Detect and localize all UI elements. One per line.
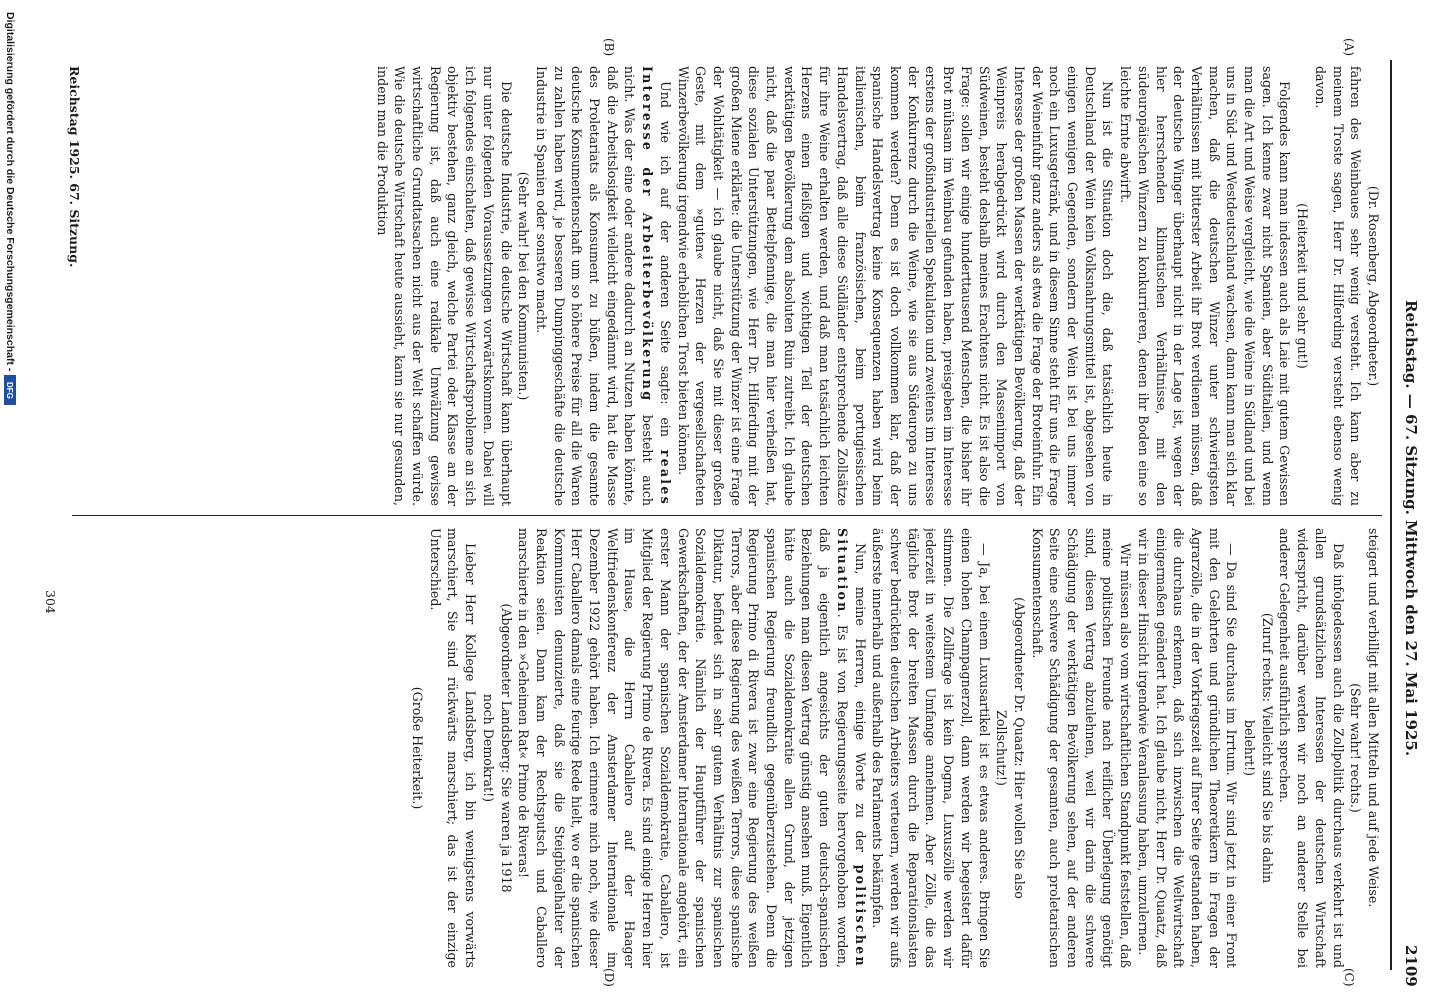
text-run: besteht auch nicht. Was der eine oder andere dadurch an Nutzen haben könnte, daß die Arbeitslosigkeit vielleicht eingedämmt wird, hat die Masse des Proletariats als Konsument zu büßen, indem die gesamte deutsche Konsumentenschaft um so höhere Preise für all die Waren zu zahlen haben wird, je besseren Dumpinggeschäfte die deutsche Industrie in Spanien oder sonstwo macht. <box>533 66 656 506</box>
header-rule <box>1390 60 1392 970</box>
right-column <box>82 528 1382 968</box>
text-run: . Es ist von Regierungsseite hervorgehoben worden, daß ja eigentlich angesichts der guten deutsch-spanischen Beziehungen man diesen Vertrag günstig ansehen muß. Eigentlich hätte auch die Sozialdemokratie allen Grund, der jetzigen spanischen Regierung freundlich gegenüberzustehen. Denn die Regierung Primo di Rivera ist zwar eine Regierung des weißen Terrors, aber diese Regierung des weißen Terrors, diese spanische Diktatur, befindet sich in sehr gutem Verhältnis zur spanischen Sozialdemokratie. Nämlich der Hauptführer der spanischen Gewerkschaften, der der Amsterdamer Internationale angehört, ein erster Mann der spanischen Sozialdemokratie, Caballero, ist Mitglied der Regierung Primo de Rivera. Es sind einige Herren hier im Hause, die Herrn Caballero auf der Haager Weltfriedenskonferenz der Amsterdamer Internationale im Dezember 1922 gehört haben. Ich erinnere mich noch, wie dieser Herr Caballero damals eine feurige Rede hielt, wo er die spanischen Kommunisten denunzierte, daß sie die Steigbügelhalter der Reaktion seien. Dann kam der Rechtsputsch und Caballero marschierte in den »Geheimen Rat« Primo de Riveras! <box>516 528 850 968</box>
interjection: Zollschutz!) <box>994 710 1010 786</box>
paragraph: Lieber Herr Kollege Landsberg, ich bin wenigstens vorwärts marschiert, Sie sind rückwärts marschiert; das ist der einzige Unterschied. <box>427 528 479 968</box>
credit-text: Digitalisierung gefördert durch die Deutsche Forschungsgemeinschaft - <box>4 12 16 372</box>
text-run: Und wie ich auf der anderen Seite sagte: ein <box>657 81 673 450</box>
paragraph: — Ja, bei einem Luxusartikel ist es etwas anderes. Bringen Sie einen hohen Champagnerzoll, dann werden wir begeistert dafür stimmen. Die Zollfrage ist kein Dogma, Luxuszölle werden wir jederzeit in weitestem Umfange annehmen. Aber Zölle, die das tägliche Brot der breiten Massen durch die Reparationslasten schwer bedrückten deutschen Arbeiters verteuern, werden wir aufs äußerste innerhalb und außerhalb des Parlaments bekämpfen. <box>870 528 992 968</box>
paragraph: Daß infolgedessen auch die Zollpolitik durchaus verkehrt ist und allen grundsätzlichen Interessen der deutschen Wirtschaft widerspricht, darüber werden wir noch an anderer Stelle bei anderer Gelegenheit ausführlich sprechen. <box>1277 528 1346 968</box>
paragraph: fahren des Weinbaues sehr wenig versteht. Ich kann aber zu meinem Troste sagen, Herr Dr. Hilferding versteht ebenso wenig davon. <box>1312 66 1364 506</box>
interjection: (Abgeordneter Landsberg: Sie waren ja 1918 <box>498 603 514 893</box>
page-number: 2109 <box>1402 945 1420 987</box>
interjection: (Abgeordneter Dr. Quaatz: Hier wollen Sie also <box>1011 597 1027 899</box>
margin-marker-b: (B) <box>602 38 616 57</box>
left-column <box>82 66 1382 506</box>
margin-marker-a: (A) <box>1342 38 1356 57</box>
speaker-line: (Dr. Rosenberg, Abgeordneter.) <box>1366 185 1381 387</box>
margin-marker-c: (C) <box>1342 968 1356 987</box>
interjection: (Sehr wahr! bei den Kommunisten.) <box>516 171 532 401</box>
sheet-number: 304 <box>43 590 58 614</box>
interjection: (Große Heiterkeit.) <box>410 686 426 810</box>
running-header: Reichstag. — 67. Sitzung. Mittwoch den 27. Mai 1925. <box>1402 300 1420 757</box>
interjection: (Heiterkeit und sehr gut!) <box>1295 203 1311 369</box>
paragraph: Nun ist die Situation doch die, daß tatsächlich heute in Deutschland der Wein kein Volksnahrungsmittel ist, abgesehen von einigen wenigen Gegenden, sondern der Wein ist bei uns immer noch ein Luxusgetränk, und in diesem Sinne steht für uns die Frage der Weineinfuhr ganz anders als etwa die Frage der Broteinfuhr. Ein Interesse der großen Massen der werktätigen Bevölkerung, daß der Weinpreis herabgedrückt wird durch den Massenimport von Südweinen, besteht deshalb meines Erachtens nicht. Es ist also die Frage: sollen wir einige hunderttausend Menschen, die bisher ihr Brot mühsam im Weinbau gefunden haben, preisgeben im Interesse erstens der großindustriellen Spekulation und zweitens im Interesse der Konkurrenz durch die Weine, wie sie aus Südeuropa zu uns kommen werden? Denn es ist doch vollkommen klar, daß der spanische Handelsvertrag keine Konsequenzen haben wird beim italienischen, beim französischen, beim portugiesischen Handelsvertrag, daß alle diese Südländer entsprechende Zollsätze für ihre Weine erhalten werden, und daß man tatsächlich leichten Herzens einen fleißigen und wichtigen Teil der deutschen werktätigen Bevölkerung dem absoluten Ruin zutreibt. Ich glaube nicht, daß die paar Bettelpfennige, die man hier verheißen hat, diese sozialen Unterstützungen, wie Herr Dr. Hilferding mit der großen Miene erklärte: die Unterstützung der Winzer ist eine Frage der Wohltätigkeit — ich glaube nicht, daß Sie mit dieser großen Geste, mit dem »guten« Herzen der vergesellschafteten Winzerbevölkerung irgendwie erheblichen Trost bieten können. <box>675 66 1116 506</box>
column-divider <box>72 515 1382 516</box>
emphasis: politischen Situation <box>834 528 868 968</box>
margin-marker-d: (D) <box>602 968 616 987</box>
emphasis: reales Interesse der Arbeiterbevölkerung <box>640 66 673 506</box>
dfg-logo-icon: DFG <box>4 375 16 405</box>
paragraph: Wir müssen also vom wirtschaftlichen Standpunkt feststellen, daß meine politischen Freunde nach reiflicher Überlegung genötigt sind, diesen Vertrag abzulehnen, weil wir darin die schwere Schädigung der werktätigen Bevölkerung sehen, auf der anderen Seite eine schwere Schädigung der gesamten, auch proletarischen Konsumentenschaft. <box>1029 528 1134 968</box>
digitization-credit <box>4 12 16 405</box>
paragraph: steigert und verbilligt mit allen Mitteln und auf jede Weise. <box>1366 528 1381 908</box>
paragraph <box>515 528 869 968</box>
paragraph: Die deutsche Industrie, die deutsche Wirtschaft kann überhaupt nur unter folgenden Voraussetzungen vorwärtskommen. Dabei will ich folgendes einschalten, daß gewisse Wirtschaftsprobleme an sich objektiv bestehen, ganz gleich, welche Partei oder Klasse an der Regierung ist, daß auch eine radikale Umwälzung gewisse wirtschaftliche Grundtatsachen nicht aus der Welt schaffen würde. Wie die deutsche Wirtschaft heute aussieht, kann sie nur gesunden, indem man die Produktion <box>374 66 514 506</box>
text-run: Nun, meine Herren, einige Worte zu der <box>852 543 868 865</box>
interjection: (Zuruf rechts: Vielleicht sind Sie bis dahin <box>1259 612 1275 884</box>
paragraph <box>532 66 674 506</box>
paragraph: Folgendes kann man indessen auch als Laie mit gutem Gewissen sagen. Ich kenne zwar nicht Spanien, aber Süditalien, und wenn man die Art und Weise vergleicht, wie die Weine in Südland und bei uns in Süd- und Westdeutschland wachsen, dann kann man sich klar machen, daß die deutschen Winzer unter schwierigsten Verhältnissen mit bitterster Arbeit ihr Brot verdienen müssen, daß der deutsche Winger überhaupt nicht in der Lage ist, wegen der hier herrschenden klimatischen Verhältnisse, mit den südeuropäischen Winzern zu konkurrieren, denen ihr Boden eine so leichte Ernte abwirft. <box>1118 66 1293 506</box>
interjection: belehrt!) <box>1242 719 1258 777</box>
interjection: noch Demokrat!) <box>480 693 496 803</box>
session-footer: Reichstag 1925. 67. Sitzung. <box>67 66 82 268</box>
paragraph: — Da sind Sie durchaus im Irrtum. Wir sind jetzt in einer Front mit den Gelehrten und gründlichen Theoretikern in Fragen der Agrarzölle, die in der Vorkriegszeit auf Ihrer Seite gestanden haben, die durchaus erkennen, daß sich inzwischen die Weltwirtschaft einigermaßen geändert hat. Ich glaube nicht, Herr Dr. Quaatz, daß wir in dieser Hinsicht irgendwie Veranlassung haben, umzulernen. <box>1135 528 1240 968</box>
interjection: (Sehr wahr! rechts.) <box>1348 683 1364 813</box>
